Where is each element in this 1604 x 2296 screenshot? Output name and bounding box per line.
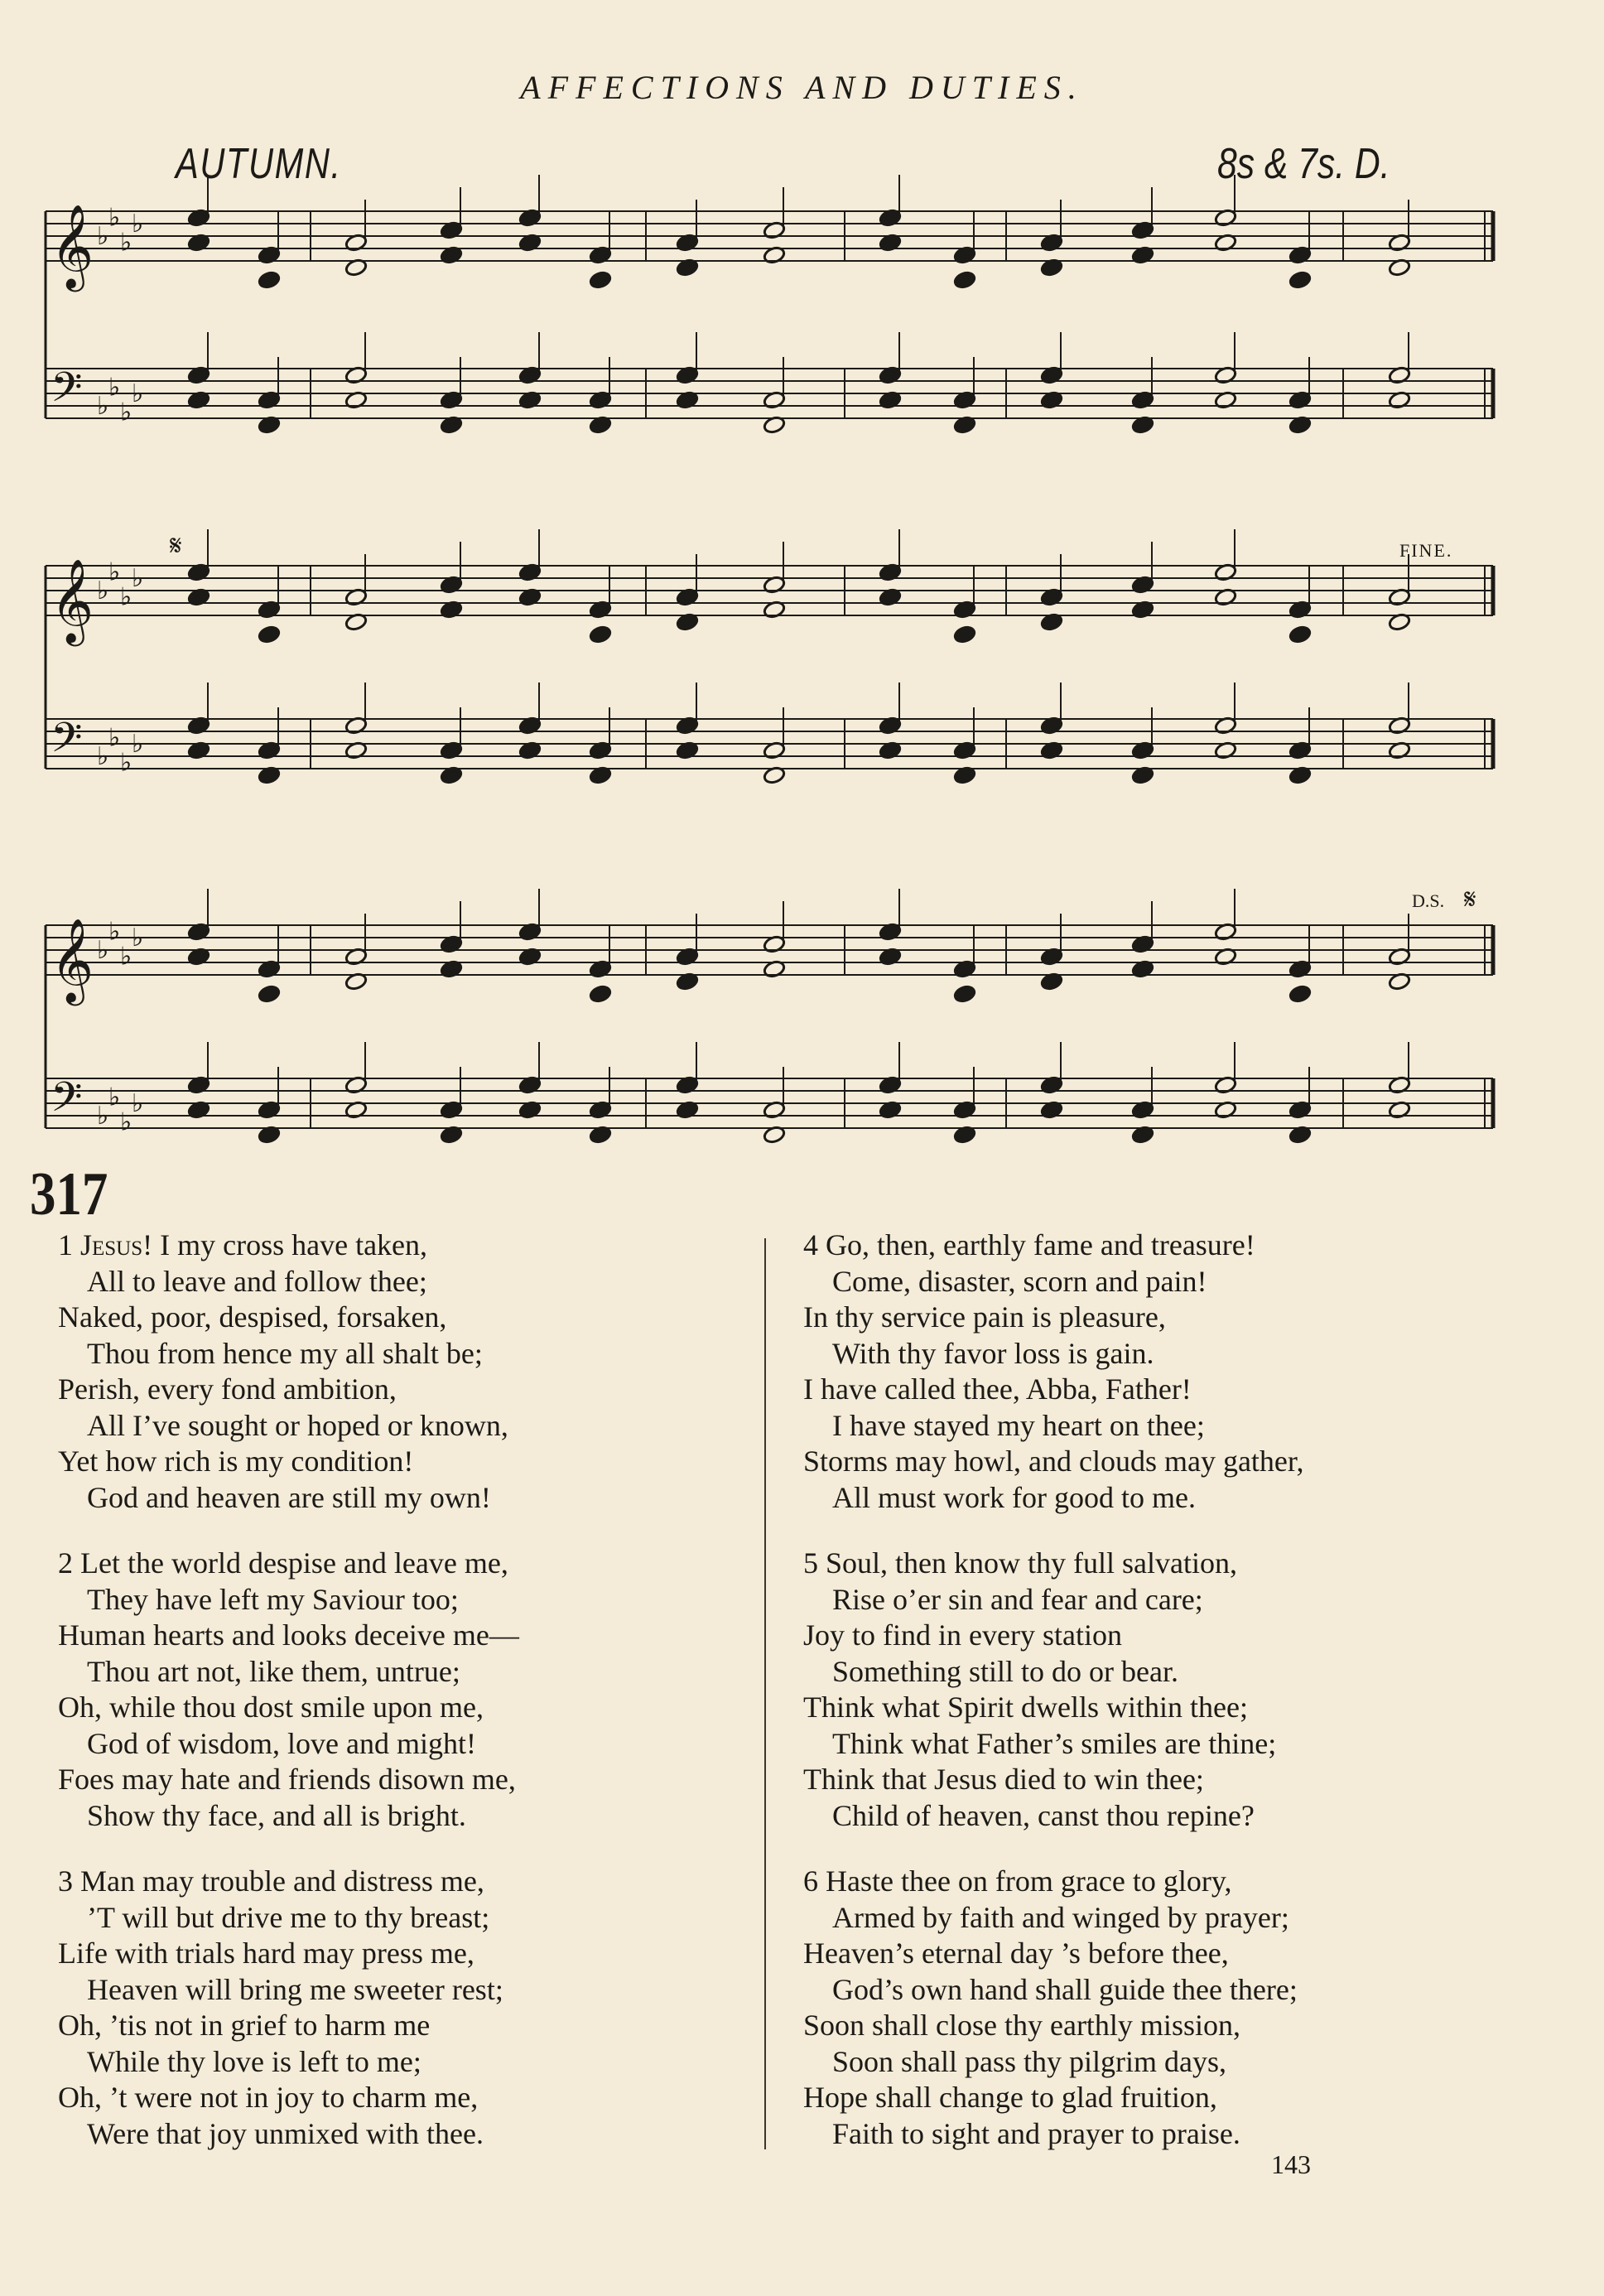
stanza-line-text: Naked, poor, despised, forsaken, [58, 1300, 447, 1334]
stanza-line [803, 1936, 1298, 1972]
stanza-line-text: With thy favor loss is gain. [832, 1336, 1154, 1370]
stanza-line [58, 1618, 519, 1654]
stanza-6 [803, 1864, 1298, 2152]
page-number: 143 [1271, 2149, 1311, 2179]
stanza-line [803, 1798, 1276, 1835]
bass-clef: 𝄢 [51, 714, 83, 772]
stanza-line-text: Think what Father’s smiles are thine; [832, 1726, 1277, 1760]
stanza-line [58, 1798, 519, 1835]
key-flat: ♭ [108, 917, 121, 947]
stanza-line-text: Show thy face, and all is bright. [87, 1798, 466, 1832]
stanza-line-text: Armed by faith and winged by prayer; [832, 1900, 1289, 1934]
stanza-line [803, 1372, 1303, 1408]
stanza-line-text: I have stayed my heart on thee; [832, 1408, 1205, 1442]
key-flat: ♭ [97, 222, 109, 251]
stanza-line-text: ! I my cross have taken, [142, 1228, 428, 1261]
stanza-line-text: Thou art not, like them, untrue; [87, 1654, 460, 1688]
key-flat: ♭ [120, 582, 132, 612]
key-flat: ♭ [132, 210, 144, 239]
stanza-2 [58, 1546, 519, 1834]
note-head [589, 270, 612, 289]
stanza-number: 1 [58, 1228, 80, 1261]
note-head [1288, 270, 1312, 289]
stanza-line [803, 1762, 1276, 1798]
stanza-line [58, 1936, 503, 1972]
stanza-number: 4 [803, 1228, 826, 1261]
stanza-line [803, 1336, 1303, 1372]
note-head [953, 984, 976, 1003]
note-head [589, 625, 612, 644]
stanza-line [58, 1690, 519, 1726]
key-flat: ♭ [120, 228, 132, 258]
stanza-line-text: Storms may howl, and clouds may gather, [803, 1445, 1304, 1478]
stanza-line-text: They have left my Saviour too; [87, 1582, 459, 1616]
stanza-line [58, 1546, 519, 1582]
stanza-5 [803, 1546, 1276, 1834]
note-head [258, 984, 281, 1003]
stanza-line-text: I have called thee, Abba, Father! [803, 1372, 1192, 1406]
stanza-line-text: Heaven will bring me sweeter rest; [87, 1972, 503, 2006]
stanza-line [803, 1228, 1303, 1264]
stanza-line-text: ’T will but drive me to thy breast; [87, 1900, 490, 1934]
stanza-line-text: While thy love is left to me; [87, 2044, 421, 2078]
stanza-line [803, 1726, 1276, 1763]
key-flat: ♭ [132, 379, 144, 408]
stanza-number: 3 [58, 1864, 80, 1898]
stanza-line [58, 1972, 503, 2009]
stanza-line [803, 1546, 1276, 1582]
stanza-line [58, 1444, 508, 1480]
stanza-lead-word: Jesus [80, 1228, 143, 1261]
stanza-line [58, 2080, 503, 2116]
stanza-line [803, 1654, 1276, 1691]
stanza-4 [803, 1228, 1303, 1516]
stanza-line [58, 1480, 508, 1517]
stanza-line [803, 1408, 1303, 1445]
hymn-number: 317 [30, 1160, 108, 1228]
stanza-line-text: Oh, ’tis not in grief to harm me [58, 2009, 431, 2042]
stanza-line-text: Yet how rich is my condition! [58, 1445, 414, 1478]
stanza-line-text: Man may trouble and distress me, [80, 1864, 484, 1898]
tune-meter: 8s & 7s. D. [1217, 140, 1390, 188]
stanza-line [803, 1972, 1298, 2009]
stanza-line [58, 1336, 508, 1372]
stanza-line [58, 1264, 508, 1300]
stanza-1 [58, 1228, 508, 1516]
stanza-line [58, 2008, 503, 2044]
key-flat: ♭ [108, 723, 121, 753]
stanza-line [58, 2116, 503, 2153]
stanza-line [58, 1300, 508, 1336]
stanza-line-text: In thy service pain is pleasure, [803, 1300, 1166, 1334]
treble-clef: 𝄞 [51, 203, 94, 288]
stanza-line-text: Life with trials hard may press me, [58, 1937, 474, 1970]
stanza-line [803, 2116, 1298, 2153]
stanza-line-text: Thou from hence my all shalt be; [87, 1336, 483, 1370]
key-flat: ♭ [97, 936, 109, 965]
key-flat: ♭ [97, 742, 109, 771]
stanza-line-text: Think what Spirit dwells within thee; [803, 1691, 1248, 1724]
stanza-line-text: Let the world despise and leave me, [80, 1546, 508, 1580]
stanza-line-text: Go, then, earthly fame and treasure! [826, 1228, 1255, 1261]
stanza-line [803, 2080, 1298, 2116]
stanza-line [58, 1582, 519, 1618]
tune-name: AUTUMN. [176, 140, 342, 188]
key-flat: ♭ [120, 942, 132, 972]
key-flat: ♭ [108, 203, 121, 233]
section-title: AFFECTIONS AND DUTIES. [520, 69, 1084, 106]
stanza-line-text: God’s own hand shall guide thee there; [832, 1972, 1298, 2006]
note-head [1288, 984, 1312, 1003]
key-flat: ♭ [97, 1102, 109, 1131]
stanza-line [803, 1264, 1303, 1300]
stanza-line-text: God and heaven are still my own! [87, 1480, 491, 1514]
stanza-line [58, 1228, 508, 1264]
stanza-line-text: Foes may hate and friends disown me, [58, 1763, 516, 1796]
stanza-line-text: Perish, every fond ambition, [58, 1372, 397, 1406]
note-head [953, 625, 976, 644]
stanza-line [803, 1690, 1276, 1726]
stanza-line-text: Haste thee on from grace to glory, [826, 1864, 1232, 1898]
stanza-line [58, 1372, 508, 1408]
stanza-line [803, 1900, 1298, 1937]
key-flat: ♭ [108, 557, 121, 587]
stanza-line-text: Something still to do or bear. [832, 1654, 1178, 1688]
key-flat: ♭ [97, 392, 109, 421]
stanza-line-text: Joy to find in every station [803, 1618, 1122, 1652]
key-flat: ♭ [132, 564, 144, 593]
stanza-line-text: Heaven’s eternal day ’s before thee, [803, 1937, 1229, 1970]
treble-clef: 𝄞 [51, 557, 94, 643]
key-flat: ♭ [97, 576, 109, 605]
stanza-number: 6 [803, 1864, 826, 1898]
key-flat: ♭ [132, 1089, 144, 1118]
stanza-line-text: Think that Jesus died to win thee; [803, 1763, 1204, 1796]
stanza-line [803, 1300, 1303, 1336]
stanza-line-text: All must work for good to me. [832, 1480, 1196, 1514]
stanza-line [58, 1726, 519, 1763]
stanza-3 [58, 1864, 503, 2152]
stanza-line [58, 1900, 503, 1937]
stanza-line [58, 1762, 519, 1798]
note-head [953, 270, 976, 289]
stanza-line [803, 2044, 1298, 2081]
key-flat: ♭ [120, 398, 132, 427]
stanza-line-text: Soon shall close thy earthly mission, [803, 2009, 1240, 2042]
stanza-line [803, 1618, 1276, 1654]
segno-sign: 𝄋 [1464, 883, 1476, 916]
stanza-line [803, 1480, 1303, 1517]
stanza-line-text: Oh, while thou dost smile upon me, [58, 1691, 484, 1724]
fine-marking: FINE. [1399, 540, 1453, 561]
key-flat: ♭ [120, 748, 132, 778]
stanza-line-text: Soon shall pass thy pilgrim days, [832, 2044, 1226, 2078]
stanza-line-text: All to leave and follow thee; [87, 1264, 427, 1298]
stanza-line-text: All I’ve sought or hoped or known, [87, 1408, 508, 1442]
stanza-line [803, 1582, 1276, 1618]
bass-clef: 𝄢 [51, 364, 83, 422]
stanza-line [58, 1654, 519, 1691]
note-head [1288, 625, 1312, 644]
stanza-line [803, 2008, 1298, 2044]
key-flat: ♭ [108, 1083, 121, 1112]
stanza-line-text: Oh, ’t were not in joy to charm me, [58, 2081, 479, 2114]
key-flat: ♭ [132, 924, 144, 953]
note-head [258, 625, 281, 644]
bass-clef: 𝄢 [51, 1073, 83, 1131]
segno-sign: 𝄋 [170, 529, 182, 562]
ds-marking: D.S. [1412, 890, 1445, 911]
stanza-line-text: Come, disaster, scorn and pain! [832, 1264, 1207, 1298]
stanza-line-text: God of wisdom, love and might! [87, 1726, 476, 1760]
note-head [258, 270, 281, 289]
key-flat: ♭ [132, 730, 144, 759]
note-head [589, 984, 612, 1003]
stanza-line [58, 1408, 508, 1445]
stanza-number: 2 [58, 1546, 80, 1580]
stanza-number: 5 [803, 1546, 826, 1580]
key-flat: ♭ [120, 1107, 132, 1137]
stanza-line [58, 2044, 503, 2081]
stanza-line-text: Human hearts and looks deceive me— [58, 1618, 519, 1652]
column-divider [764, 1238, 766, 2149]
treble-clef: 𝄞 [51, 917, 94, 1002]
stanza-line-text: Child of heaven, canst thou repine? [832, 1798, 1255, 1832]
stanza-line-text: Faith to sight and prayer to praise. [832, 2116, 1240, 2150]
stanza-line-text: Rise o’er sin and fear and care; [832, 1582, 1203, 1616]
stanza-line [803, 1864, 1298, 1900]
stanza-line [803, 1444, 1303, 1480]
key-flat: ♭ [108, 373, 121, 403]
stanza-line-text: Soul, then know thy full salvation, [826, 1546, 1237, 1580]
stanza-line-text: Hope shall change to glad fruition, [803, 2081, 1217, 2114]
stanza-line-text: Were that joy unmixed with thee. [87, 2116, 484, 2150]
stanza-line [58, 1864, 503, 1900]
